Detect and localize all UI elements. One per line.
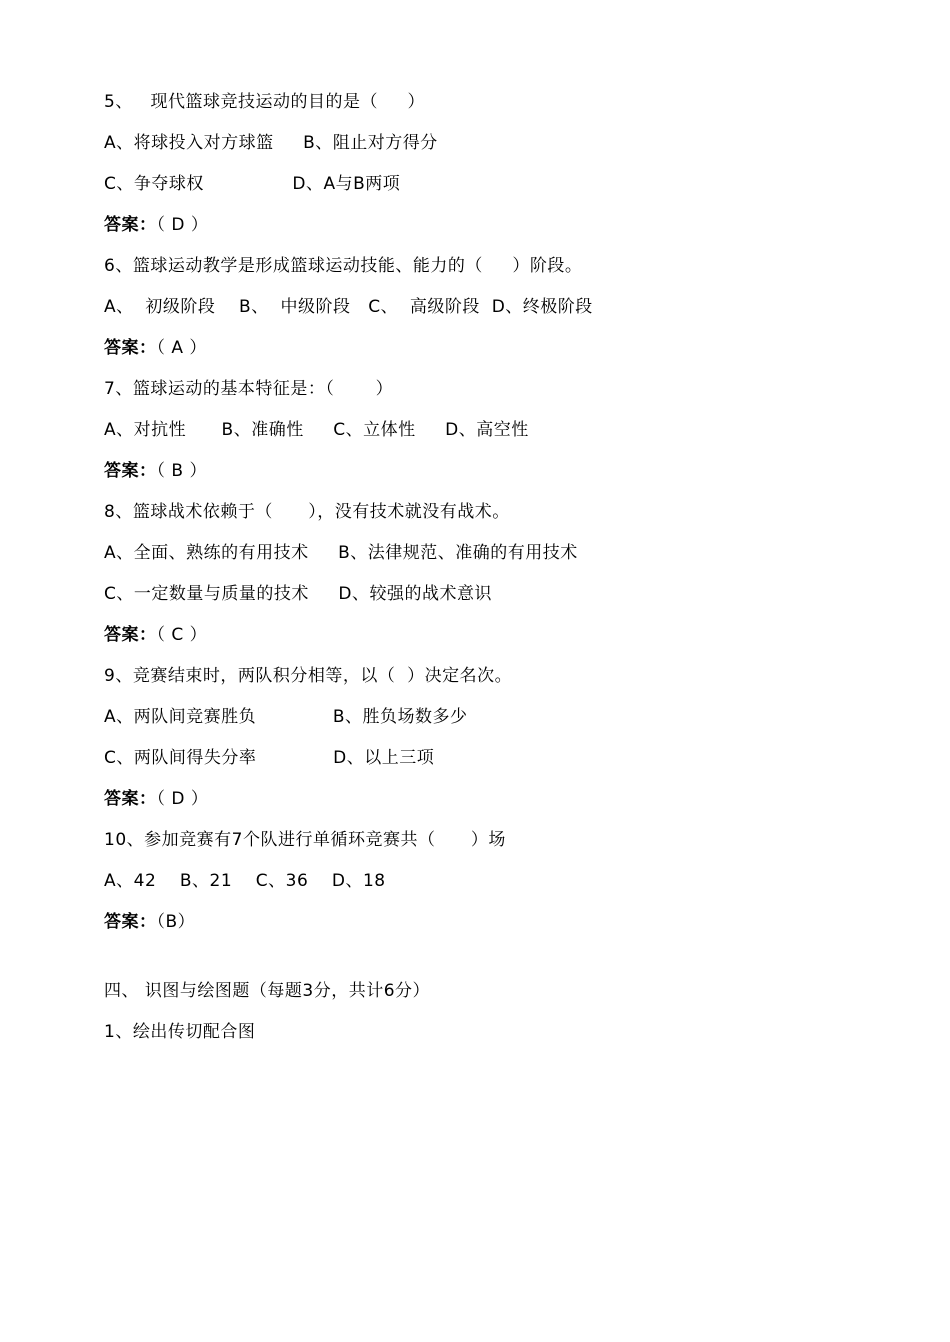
question-9-options-2: C、两队间得失分率 D、以上三项 [104, 748, 435, 768]
answer-value: （ D ） [156, 215, 209, 235]
answer-value: （ B ） [156, 461, 207, 481]
answer-value: （ C ） [156, 625, 208, 645]
answer-value: （B） [156, 912, 196, 932]
answer-label: 答案： [104, 625, 157, 645]
answer-label: 答案： [104, 215, 157, 235]
question-10-options-1: A、42 B、21 C、36 D、18 [104, 871, 386, 891]
section-title: 四、 识图与绘图题（每题3分，共计6分） [104, 981, 431, 1001]
question-5-answer [104, 214, 208, 236]
answer-label: 答案： [104, 461, 157, 481]
question-6-answer [104, 337, 207, 359]
question-10-answer [104, 911, 195, 933]
section-item-1: 1、绘出传切配合图 [104, 1022, 256, 1042]
question-5-stem: 5、 现代篮球竞技运动的目的是（ ） [104, 92, 426, 112]
answer-label: 答案： [104, 338, 157, 358]
question-7-stem: 7、篮球运动的基本特征是：（ ） [104, 379, 394, 399]
question-9-answer [104, 788, 208, 810]
question-10-stem: 10、参加竞赛有7个队进行单循环竞赛共（ ）场 [104, 830, 506, 850]
question-8-options-1: A、全面、熟练的有用技术 B、法律规范、准确的有用技术 [104, 543, 578, 563]
question-8-stem: 8、篮球战术依赖于（ ），没有技术就没有战术。 [104, 502, 510, 522]
answer-label: 答案： [104, 789, 157, 809]
question-6-stem: 6、篮球运动教学是形成篮球运动技能、能力的（ ）阶段。 [104, 256, 583, 276]
question-9-stem: 9、竞赛结束时，两队积分相等，以（ ）决定名次。 [104, 666, 513, 686]
question-8-options-2: C、一定数量与质量的技术 D、较强的战术意识 [104, 584, 492, 604]
question-5-options-1: A、将球投入对方球篮 B、阻止对方得分 [104, 133, 438, 153]
answer-label: 答案： [104, 912, 157, 932]
question-7-options-1: A、对抗性 B、准确性 C、立体性 D、高空性 [104, 420, 529, 440]
question-9-options-1: A、两队间竞赛胜负 B、胜负场数多少 [104, 707, 468, 727]
question-5-options-2: C、争夺球权 D、A与B两项 [104, 174, 401, 194]
answer-value: （ D ） [156, 789, 209, 809]
answer-value: （ A ） [156, 338, 207, 358]
question-8-answer [104, 624, 207, 646]
question-6-options-1: A、 初级阶段 B、 中级阶段 C、 高级阶段 D、终极阶段 [104, 297, 593, 317]
question-7-answer [104, 460, 207, 482]
